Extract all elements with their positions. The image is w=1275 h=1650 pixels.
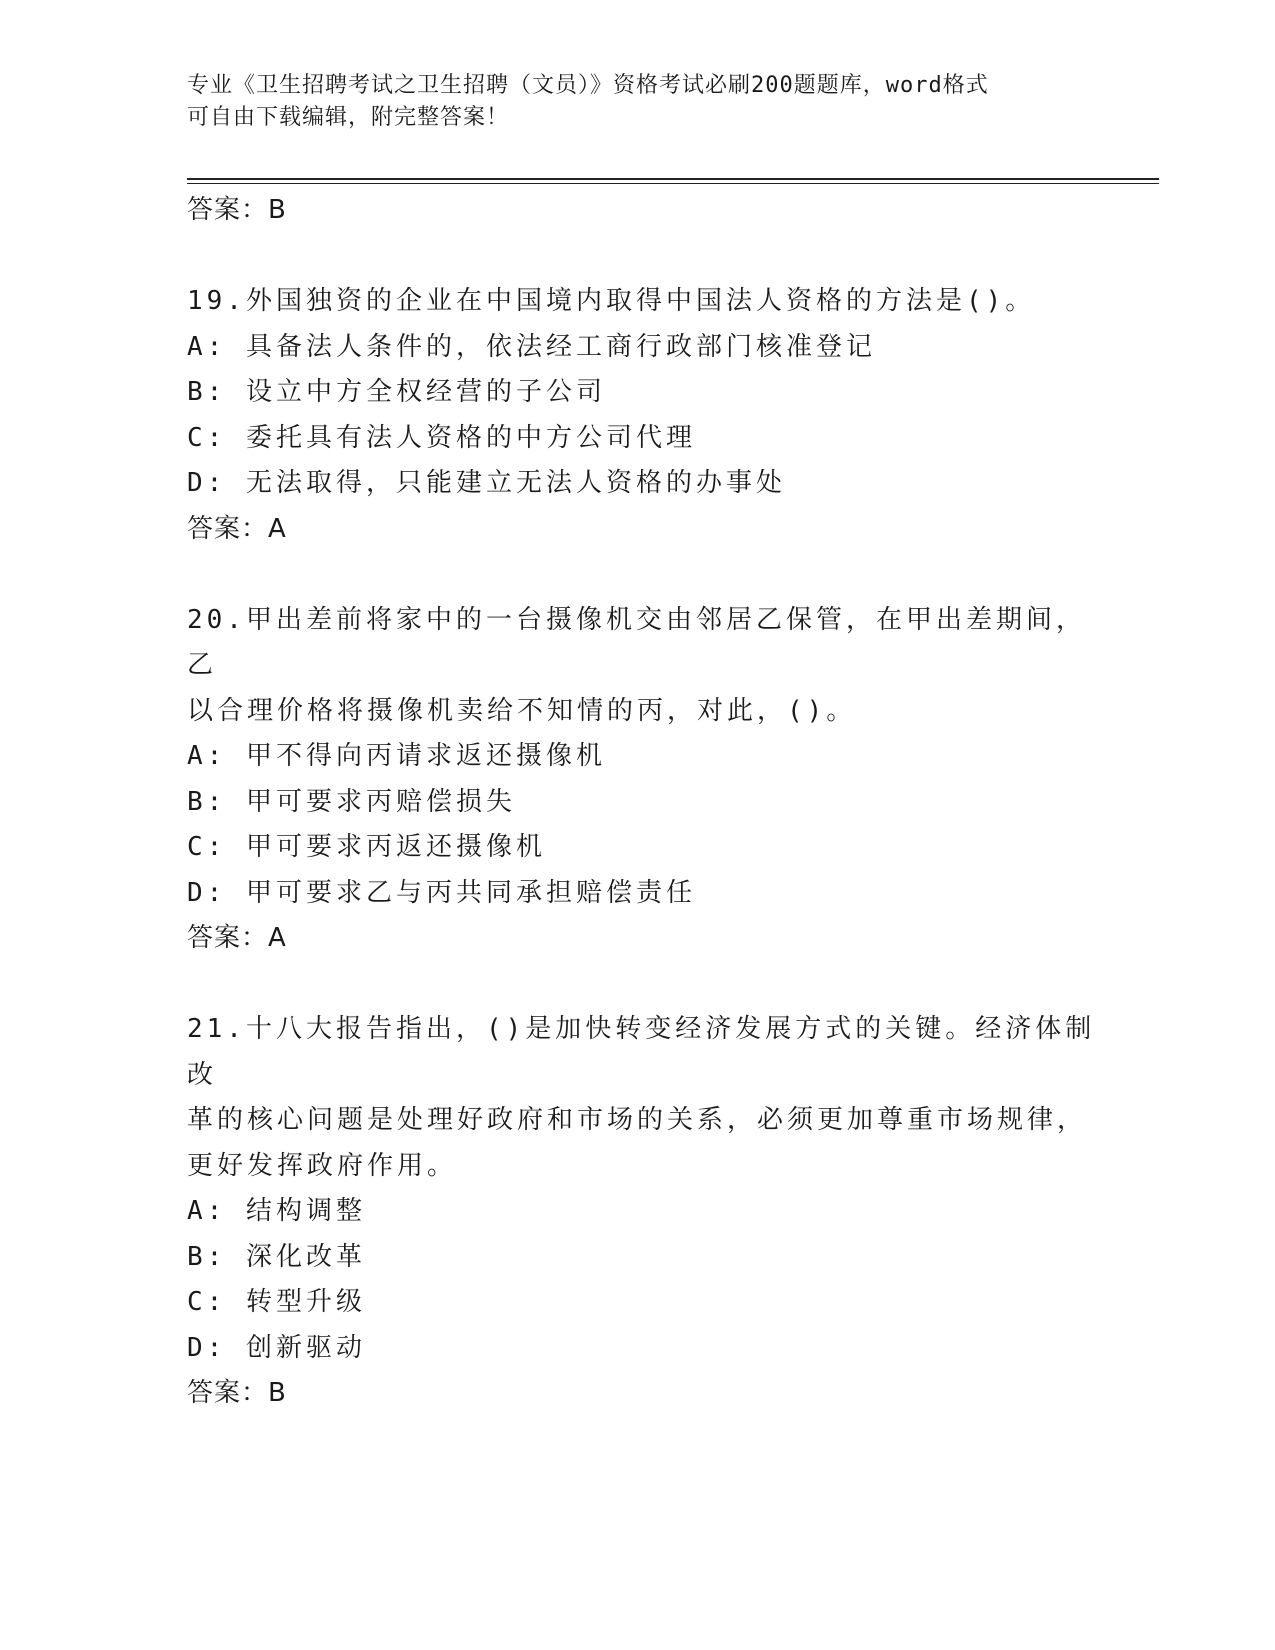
header-divider-thin	[187, 183, 1159, 184]
option-c: C: 转型升级	[187, 1287, 366, 1317]
question-stem: 以合理价格将摄像机卖给不知情的丙，对此，()。	[187, 695, 857, 726]
option-a: A: 具备法人条件的，依法经工商行政部门核准登记	[187, 331, 876, 362]
option-d: D: 无法取得，只能建立无法人资格的办事处	[187, 468, 786, 498]
spacer	[187, 962, 1107, 1008]
header-line-2: 可自由下载编辑，附完整答案！	[187, 105, 510, 130]
option-a: A: 甲不得向丙请求返还摄像机	[187, 741, 606, 771]
document-body	[187, 188, 1107, 1417]
option-d: D: 甲可要求乙与丙共同承担赔偿责任	[187, 877, 696, 908]
header-divider-thick	[187, 178, 1159, 180]
option-b: B: 甲可要求丙赔偿损失	[187, 786, 516, 817]
option-c: C: 委托具有法人资格的中方公司代理	[187, 422, 696, 453]
header-line-1: 专业《卫生招聘考试之卫生招聘（文员）》资格考试必刷200题题库，word格式	[187, 73, 989, 98]
question-20	[187, 598, 1107, 962]
question-21	[187, 1007, 1107, 1417]
spacer	[187, 552, 1107, 598]
option-c: C: 甲可要求丙返还摄像机	[187, 832, 546, 862]
option-b: B: 深化改革	[187, 1241, 366, 1272]
option-b: B: 设立中方全权经营的子公司	[187, 377, 606, 407]
question-stem: 革的核心问题是处理好政府和市场的关系，必须更加尊重市场规律，	[187, 1105, 1088, 1135]
option-a: A: 结构调整	[187, 1196, 366, 1226]
option-d: D: 创新驱动	[187, 1332, 366, 1363]
question-stem: 19.外国独资的企业在中国境内取得中国法人资格的方法是()。	[187, 286, 1036, 316]
answer: 答案：A	[187, 923, 287, 953]
question-19	[187, 279, 1107, 552]
question-stem: 20.甲出差前将家中的一台摄像机交由邻居乙保管，在甲出差期间，乙	[187, 604, 1086, 680]
spacer	[187, 234, 1107, 280]
question-stem: 21.十八大报告指出，()是加快转变经济发展方式的关键。经济体制改	[187, 1014, 1096, 1090]
answer: 答案：B	[187, 1378, 287, 1408]
page-header	[187, 70, 1077, 134]
question-stem: 更好发挥政府作用。	[187, 1150, 458, 1181]
previous-answer: 答案：B	[187, 195, 287, 225]
answer: 答案：A	[187, 513, 287, 544]
